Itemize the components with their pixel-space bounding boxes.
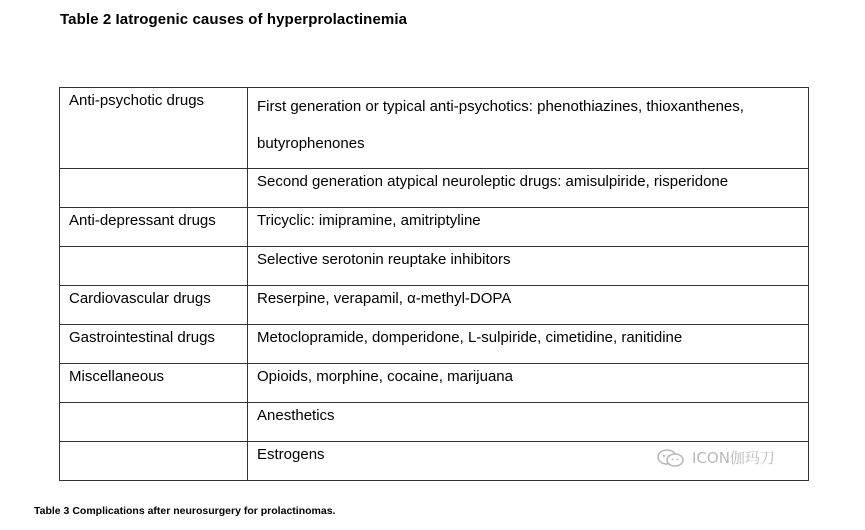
description-line: First generation or typical anti-psychotics: phenothiazines, thioxanthenes, — [257, 98, 744, 115]
description-line: butyrophenones — [257, 135, 365, 152]
description-cell: Second generation atypical neuroleptic drugs: amisulpiride, risperidone — [248, 169, 809, 208]
description-cell: Selective serotonin reuptake inhibitors — [248, 247, 809, 286]
category-cell: Anti-depressant drugs — [60, 208, 248, 247]
table-row — [60, 286, 809, 325]
category-cell — [60, 403, 248, 442]
table-row — [60, 364, 809, 403]
category-cell — [60, 169, 248, 208]
category-cell — [60, 247, 248, 286]
category-cell: Miscellaneous — [60, 364, 248, 403]
next-table-title: Table 3 Complications after neurosurgery for prolactinomas. — [34, 505, 336, 517]
category-cell: Anti-psychotic drugs — [60, 88, 248, 169]
category-cell: Gastrointestinal drugs — [60, 325, 248, 364]
category-cell: Cardiovascular drugs — [60, 286, 248, 325]
description-cell: Tricyclic: imipramine, amitriptyline — [248, 208, 809, 247]
table-row — [60, 325, 809, 364]
table-row — [60, 208, 809, 247]
watermark — [656, 447, 775, 468]
description-cell: Reserpine, verapamil, α-methyl-DOPA — [248, 286, 809, 325]
watermark-text: ICON伽玛刀 — [692, 449, 775, 467]
wechat-icon — [656, 448, 686, 468]
description-cell: Anesthetics — [248, 403, 809, 442]
description-cell: Metoclopramide, domperidone, L-sulpiride, cimetidine, ranitidine — [248, 325, 809, 364]
description-cell — [248, 88, 809, 169]
table-row — [60, 403, 809, 442]
iatrogenic-causes-table — [59, 87, 809, 481]
description-cell: Estrogens — [248, 442, 809, 481]
table-row — [60, 88, 809, 169]
table-row — [60, 169, 809, 208]
table-row — [60, 247, 809, 286]
description-cell: Opioids, morphine, cocaine, marijuana — [248, 364, 809, 403]
category-cell — [60, 442, 248, 481]
table-title: Table 2 Iatrogenic causes of hyperprolactinemia — [60, 11, 408, 28]
